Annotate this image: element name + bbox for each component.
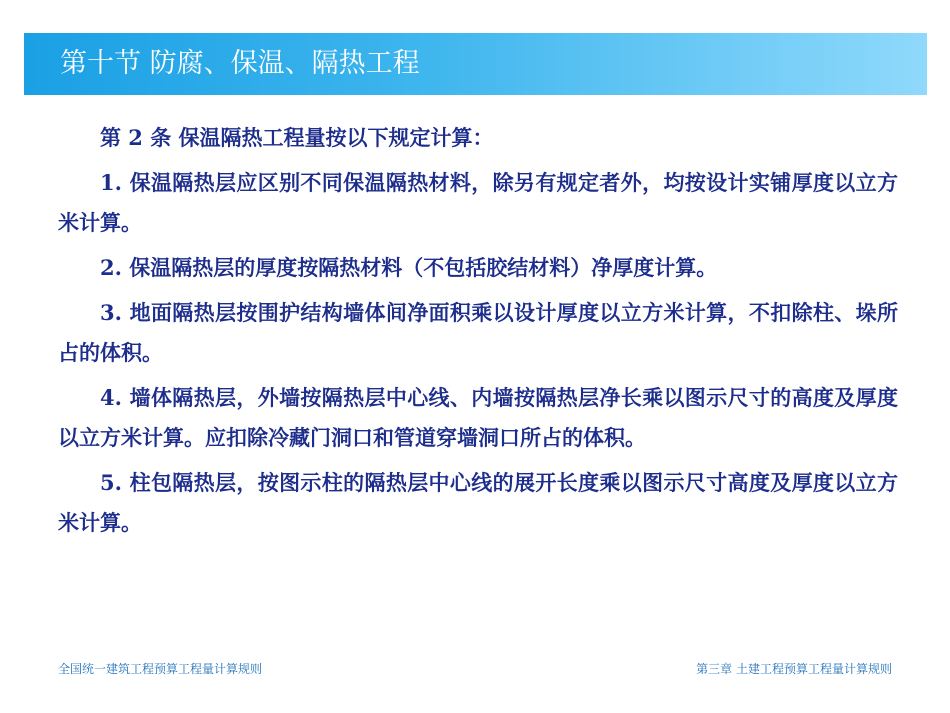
footer-book-title: 全国统一建筑工程预算工程量计算规则 [58, 662, 263, 676]
slide-content [58, 118, 898, 548]
slide-title: 第十节 防腐、保温、隔热工程 [60, 48, 420, 79]
slide-header-bar [24, 33, 927, 95]
rule-item-4: 4. 墙体隔热层，外墙按隔热层中心线、内墙按隔热层净长乘以图示尺寸的高度及厚度以立方米计算。应扣除冷藏门洞口和管道穿墙洞口所占的体积。 [58, 385, 898, 450]
footer-chapter-title: 第三章 土建工程预算工程量计算规则 [696, 662, 892, 676]
rule-item-3: 3. 地面隔热层按围护结构墙体间净面积乘以设计厚度以立方米计算，不扣除柱、垛所占的体积。 [58, 300, 898, 365]
rule-item-5: 5. 柱包隔热层，按图示柱的隔热层中心线的展开长度乘以图示尺寸高度及厚度以立方米计算。 [58, 470, 898, 535]
rule-item-2: 2. 保温隔热层的厚度按隔热材料（不包括胶结材料）净厚度计算。 [100, 255, 718, 280]
article-heading: 第 2 条 保温隔热工程量按以下规定计算： [100, 125, 494, 150]
rule-item-1: 1. 保温隔热层应区别不同保温隔热材料，除另有规定者外，均按设计实铺厚度以立方米计算。 [58, 170, 898, 235]
